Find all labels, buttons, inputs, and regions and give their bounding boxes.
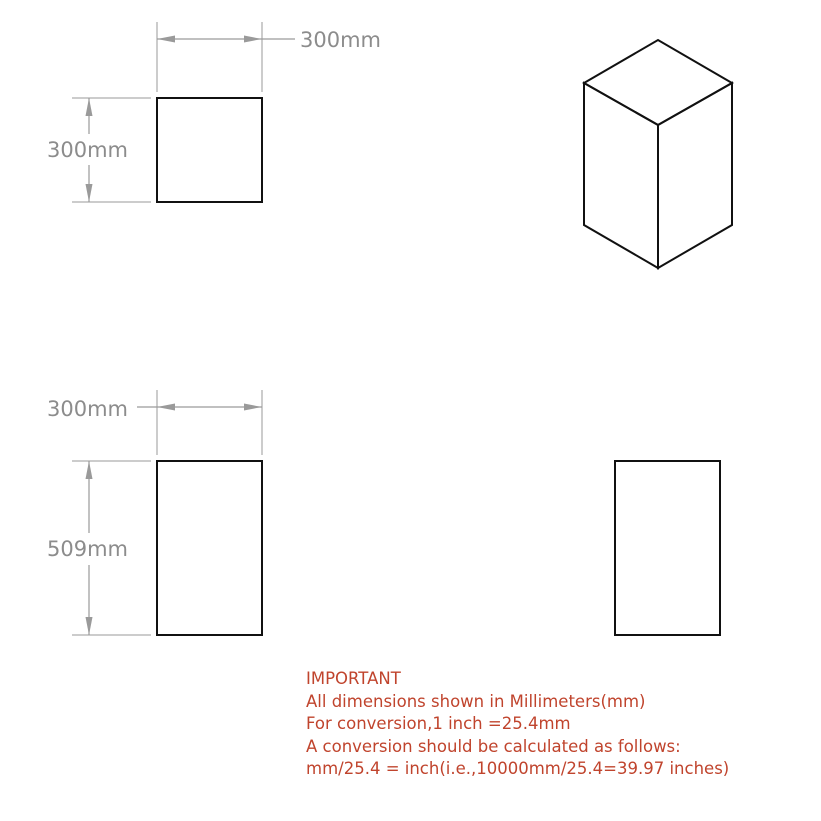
arrowhead	[86, 461, 93, 479]
arrowhead	[244, 404, 262, 411]
isometric-top-face	[584, 40, 732, 125]
arrowhead	[86, 617, 93, 635]
isometric-right-face	[658, 83, 732, 268]
front-view-width-label: 300mm	[47, 397, 128, 421]
top-view-width-label: 300mm	[300, 28, 381, 52]
top-view	[47, 22, 381, 202]
front-view	[47, 390, 262, 635]
front-view-width-dimension	[47, 390, 262, 455]
note-heading: IMPORTANT	[306, 669, 401, 688]
arrowhead	[157, 36, 175, 43]
conversion-note	[306, 668, 806, 781]
top-view-height-dimension	[47, 98, 151, 202]
arrowhead	[157, 404, 175, 411]
note-line: All dimensions shown in Millimeters(mm)	[306, 691, 646, 711]
note-line: A conversion should be calculated as follows:	[306, 736, 681, 756]
front-view-height-label: 509mm	[47, 537, 128, 561]
top-view-outline	[157, 98, 262, 202]
top-view-width-dimension	[157, 22, 381, 92]
top-view-height-label: 300mm	[47, 138, 128, 162]
front-view-outline	[157, 461, 262, 635]
note-line: mm/25.4 = inch(i.e.,10000mm/25.4=39.97 inches)	[306, 759, 730, 778]
note-line: For conversion,1 inch =25.4mm	[306, 714, 571, 733]
side-view	[615, 461, 720, 635]
isometric-view	[584, 40, 732, 268]
arrowhead	[244, 36, 262, 43]
side-view-outline	[615, 461, 720, 635]
isometric-left-face	[584, 83, 658, 268]
arrowhead	[86, 98, 93, 116]
arrowhead	[86, 184, 93, 202]
front-view-height-dimension	[47, 461, 151, 635]
